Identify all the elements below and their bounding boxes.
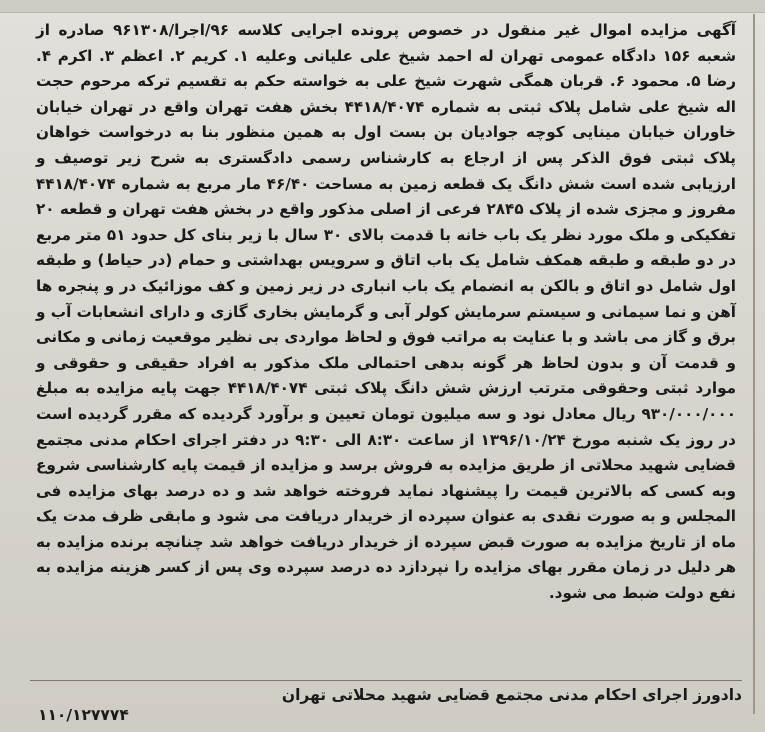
footer-divider: [30, 680, 742, 681]
top-edge-strip: [0, 0, 765, 13]
issuing-officer: دادورز اجرای احکام مدنی مجتمع قضایی شهید محلاتی تهران: [281, 686, 742, 704]
column-rule: [753, 14, 755, 714]
notice-text: آگهی مزایده اموال غیر منقول در خصوص پرونده اجرایی کلاسه ۹۶/اجرا/۹۶۱۳۰۸ صادره از شعبه ۱۵۶ دادگاه عمومی تهران له احمد شیخ علی علیانی وعلیه ۱. کریم ۲. اعظم ۳. اکرم ۴. رضا ۵. محمود ۶. قربان همگی شهرت شیخ علی به خواسته حکم به تقسیم ترکه مرحوم حجت اله شیخ علی شامل پلاک ثبتی به شماره ۴۴۱۸/۴۰۷۴ بخش هفت تهران واقع در تهران خیابان خاوران خیابان مینایی کوچه جوادیان بن بست اول به همین منظور بنا به درخواست خواهان پلاک ثبتی فوق الذکر پس از ارجاع به کارشناس رسمی دادگستری به شرح زیر توصیف و ارزیابی شده است شش دانگ یک قطعه زمین به مساحت ۴۶/۴۰ مار مربع به شماره ۴۴۱۸/۴۰۷۴ مفروز و مجزی شده از پلاک ۲۸۴۵ فرعی از اصلی مذکور واقع در بخش هفت تهران و قطعه ۲۰ تفکیکی و ملک مورد نظر یک باب خانه با قدمت بالای ۳۰ سال با زیر بنای کل حدود ۵۱ متر مربع در دو طبقه و طبقه همکف شامل یک باب اتاق و سرویس بهداشتی و حمام (در حیاط) و طبقه اول شامل دو اتاق و بالکن به انضمام یک باب انباری در زیر زمین و کف موزائیک در و پنجره ها آهن و نما سیمانی و سیستم سرمایش کولر آبی و گرمایش بخاری گازی و دارای انشعابات آب و برق و گاز می باشد و با عنایت به مراتب فوق و لحاظ مواردی بی نظیر موقعیت زمانی و مکانی و قدمت آن و بدون لحاظ هر گونه بدهی احتمالی ملک مذکور به افراد حقیقی و حقوقی و موارد ثبتی وحقوقی مترتب ارزش شش دانگ پلاک ثبتی ۴۴۱۸/۴۰۷۴ جهت پایه مزایده به مبلغ ۹۳۰/۰۰۰/۰۰۰ ریال معادل نود و سه میلیون تومان تعیین و برآورد گردیده که مقرر گردیده است در روز یک شنبه مورخ ۱۳۹۶/۱۰/۲۴ از ساعت ۸:۳۰ الی ۹:۳۰ در دفتر اجرای احکام مدنی مجتمع قضایی شهید محلاتی از طریق مزایده به فروش برسد و مزایده از قیمت پایه کارشناسی شروع وبه کسی که بالاترین قیمت را پیشنهاد نماید فروخته خواهد شد و ده درصد بهای مزایده فی المجلس و به صورت نقدی به عنوان سپرده از خریدار دریافت می شود و مابقی ظرف مدت یک ماه از تاریخ مزایده به صورت قبض سپرده از خریدار دریافت خواهد شد چنانچه برنده مزایده به هر دلیل در زمان مقرر بهای مزایده را نپردازد ده درصد سپرده وی پس از کسر هزینه مزایده به نفع دولت ضبط می شود.: [36, 21, 737, 603]
auction-notice-body: [36, 18, 736, 694]
notice-footer: [30, 680, 742, 730]
notice-code: ۱۱۰/۱۲۷۷۷۴: [38, 706, 129, 724]
